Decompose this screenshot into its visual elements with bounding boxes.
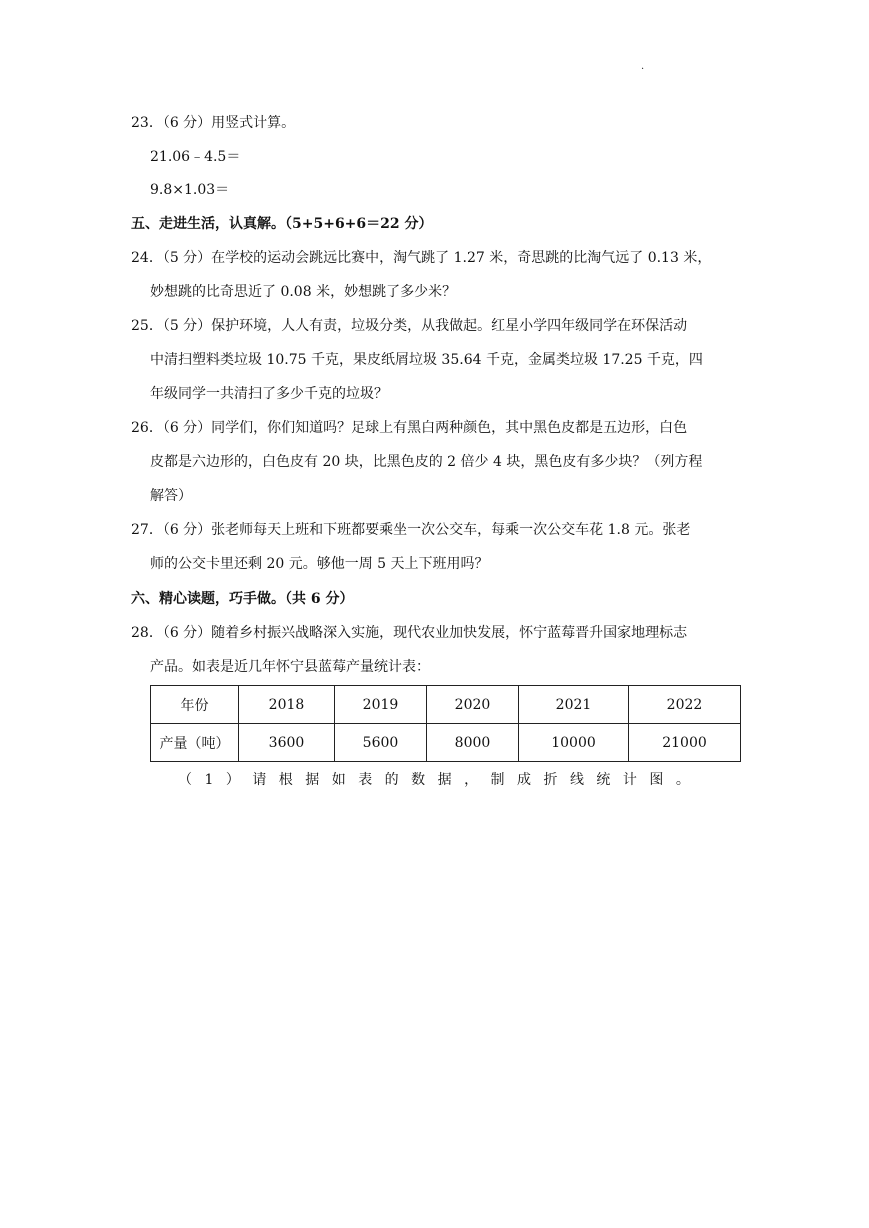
- q26-line-2: 皮都是六边形的，白色皮有 20 块，比黑色皮的 2 倍少 4 块，黑色皮有多少块？（列方程: [150, 454, 703, 470]
- char: 1: [204, 772, 214, 788]
- q23-equation-1: 21.06﹣4.5＝: [150, 149, 241, 165]
- char: 如: [331, 772, 346, 788]
- q27-line-2: 师的公交卡里还剩 20 元。够他一周 5 天上下班用吗？: [150, 556, 489, 572]
- q25-line-3: 年级同学一共清扫了多少千克的垃圾？: [150, 386, 388, 402]
- q24-line-1: 24．（5 分）在学校的运动会跳远比赛中，淘气跳了 1.27 米，奇思跳的比淘气远了 0.13 米，: [131, 250, 712, 266]
- char: 请: [252, 772, 267, 788]
- char: 计: [622, 772, 637, 788]
- table-row-year: [151, 686, 741, 724]
- char: 数: [411, 772, 426, 788]
- blueberry-output-table: [150, 685, 741, 762]
- table-cell: 3600: [239, 724, 335, 762]
- char: 据: [305, 772, 320, 788]
- table-cell: 2022: [629, 686, 741, 724]
- table-cell: 8000: [427, 724, 519, 762]
- q28-line-2: 产品。如表是近几年怀宁县蓝莓产量统计表：: [150, 659, 430, 675]
- q24-line-2: 妙想跳的比奇思近了 0.08 米，妙想跳了多少米？: [150, 284, 457, 300]
- char: 统: [596, 772, 611, 788]
- table-row-output: [151, 724, 741, 762]
- char: 根: [278, 772, 293, 788]
- table-cell: 5600: [335, 724, 427, 762]
- q25-line-1: 25．（5 分）保护环境，人人有责，垃圾分类，从我做起。红星小学四年级同学在环保活动: [131, 318, 688, 334]
- q23-equation-2: 9.8×1.03＝: [150, 182, 230, 198]
- char: 。: [675, 772, 690, 788]
- table-cell: 2020: [427, 686, 519, 724]
- q26-line-3: 解答）: [150, 488, 192, 504]
- char: 图: [649, 772, 664, 788]
- char: 成: [517, 772, 532, 788]
- char: （: [178, 772, 192, 788]
- q27-line-1: 27．（6 分）张老师每天上班和下班都要乘坐一次公交车，每乘一次公交车花 1.8 元。张老: [131, 522, 691, 538]
- char: 制: [490, 772, 505, 788]
- q28-line-1: 28．（6 分）随着乡村振兴战略深入实施，现代农业加快发展，怀宁蓝莓晋升国家地理标志: [131, 625, 688, 641]
- char: ，: [464, 772, 479, 788]
- table-header-year: 年份: [151, 686, 239, 724]
- char: 据: [437, 772, 452, 788]
- table-header-output: 产量（吨）: [151, 724, 239, 762]
- q28-subquestion-1: [178, 770, 690, 790]
- section-5-heading: 五、走进生活，认真解。（5+5+6+6＝22 分）: [131, 216, 433, 232]
- q25-line-2: 中清扫塑料类垃圾 10.75 千克，果皮纸屑垃圾 35.64 千克，金属类垃圾 17.25 千克，四: [150, 352, 703, 368]
- header-mark: ·: [641, 64, 645, 75]
- char: 线: [569, 772, 584, 788]
- q26-line-1: 26．（6 分）同学们，你们知道吗？足球上有黑白两种颜色，其中黑色皮都是五边形，白色: [131, 420, 688, 436]
- table-cell: 2019: [335, 686, 427, 724]
- table-cell: 2021: [519, 686, 629, 724]
- char: 的: [384, 772, 399, 788]
- char: ）: [225, 772, 240, 788]
- char: 折: [543, 772, 558, 788]
- q23-stem: 23．（6 分）用竖式计算。: [131, 115, 296, 131]
- table-cell: 10000: [519, 724, 629, 762]
- section-6-heading: 六、精心读题，巧手做。（共 6 分）: [131, 591, 354, 607]
- table-cell: 2018: [239, 686, 335, 724]
- char: 表: [358, 772, 373, 788]
- table-cell: 21000: [629, 724, 741, 762]
